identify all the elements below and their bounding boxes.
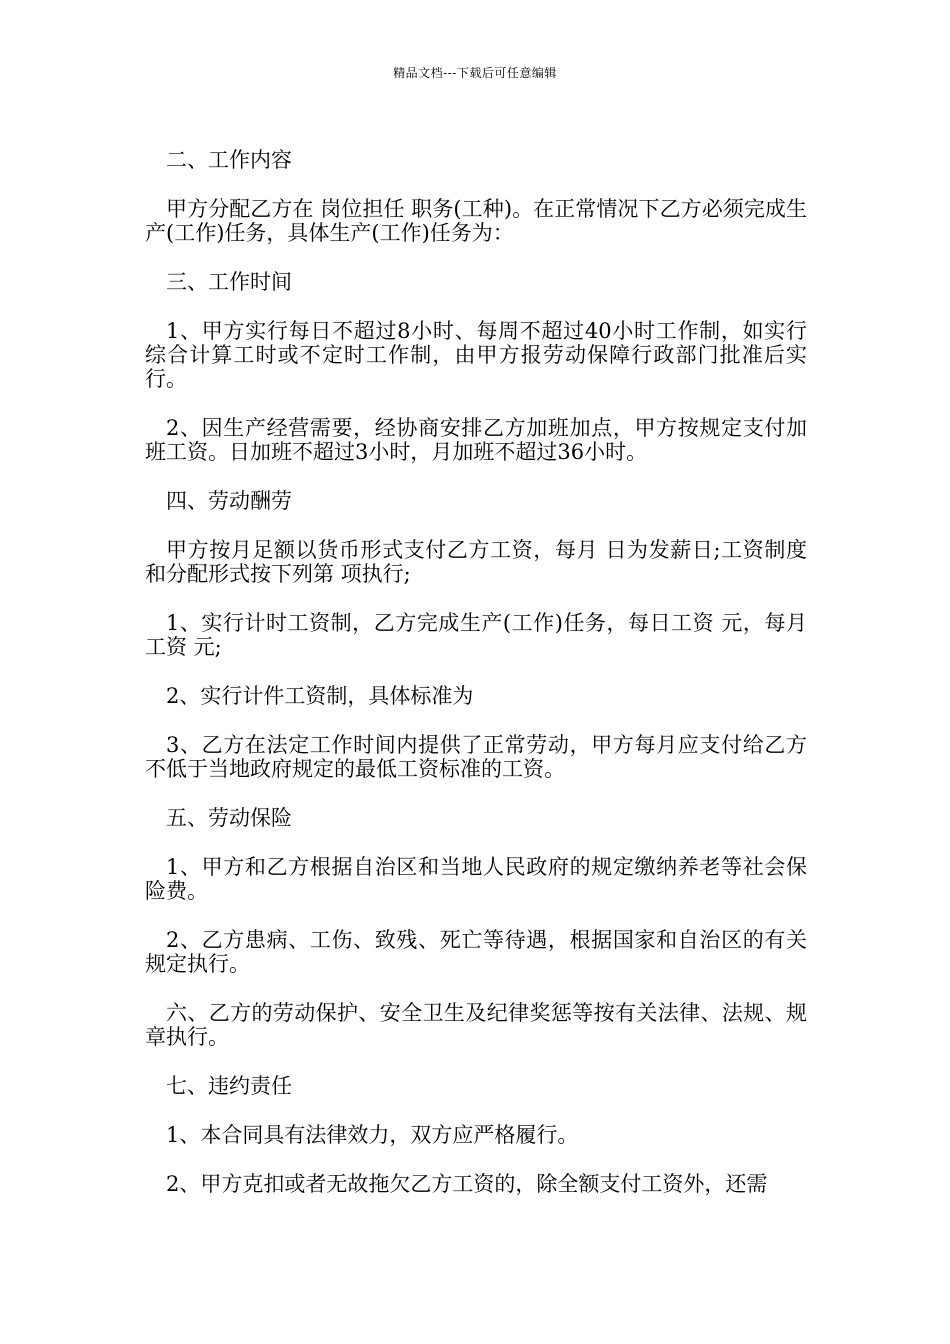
paragraph-insurance-1: 1、甲方和乙方根据自治区和当地人民政府的规定缴纳养老等社会保险费。: [145, 855, 807, 903]
paragraph-liability-1: 1、本合同具有法律效力，双方应严格履行。: [166, 1123, 579, 1147]
paragraph-remuneration-1: 1、实行计时工资制，乙方完成生产(工作)任务，每日工资 元，每月工资 元;: [145, 611, 807, 659]
paragraph-work-hours-2: 2、因生产经营需要，经协商安排乙方加班加点，甲方按规定支付加班工资。日加班不超过3小时，月加班不超过36小时。: [145, 416, 807, 464]
paragraph-liability-2: 2、甲方克扣或者无故拖欠乙方工资的，除全额支付工资外，还需: [166, 1172, 768, 1196]
paragraph-remuneration-intro: 甲方按月足额以货币形式支付乙方工资，每月 日为发薪日;工资制度和分配形式按下列第 项执行;: [145, 538, 807, 586]
paragraph-work-hours-1: 1、甲方实行每日不超过8小时、每周不超过40小时工作制，如实行综合计算工时或不定时工作制，由甲方报劳动保障行政部门批准后实行。: [145, 319, 807, 391]
paragraph-remuneration-3: 3、乙方在法定工作时间内提供了正常劳动，甲方每月应支付给乙方不低于当地政府规定的最低工资标准的工资。: [145, 733, 807, 781]
section-heading-insurance: 五、劳动保险: [166, 806, 292, 830]
paragraph-insurance-2: 2、乙方患病、工伤、致残、死亡等待遇，根据国家和自治区的有关规定执行。: [145, 928, 807, 976]
section-heading-remuneration: 四、劳动酬劳: [166, 489, 292, 513]
document-body: [145, 148, 807, 1221]
section-heading-work-content: 二、工作内容: [166, 148, 292, 172]
paragraph-remuneration-2: 2、实行计件工资制，具体标准为: [166, 684, 474, 708]
section-heading-liability: 七、违约责任: [166, 1074, 292, 1098]
paragraph-work-assignment: 甲方分配乙方在 岗位担任 职务(工种)。在正常情况下乙方必须完成生产(工作)任务，具体生产(工作)任务为：: [145, 197, 807, 245]
section-labor-protection: 六、乙方的劳动保护、安全卫生及纪律奖惩等按有关法律、法规、规章执行。: [145, 1001, 807, 1049]
section-heading-work-hours: 三、工作时间: [166, 270, 292, 294]
page-header: 精品文档---下载后可任意编辑: [393, 66, 557, 80]
